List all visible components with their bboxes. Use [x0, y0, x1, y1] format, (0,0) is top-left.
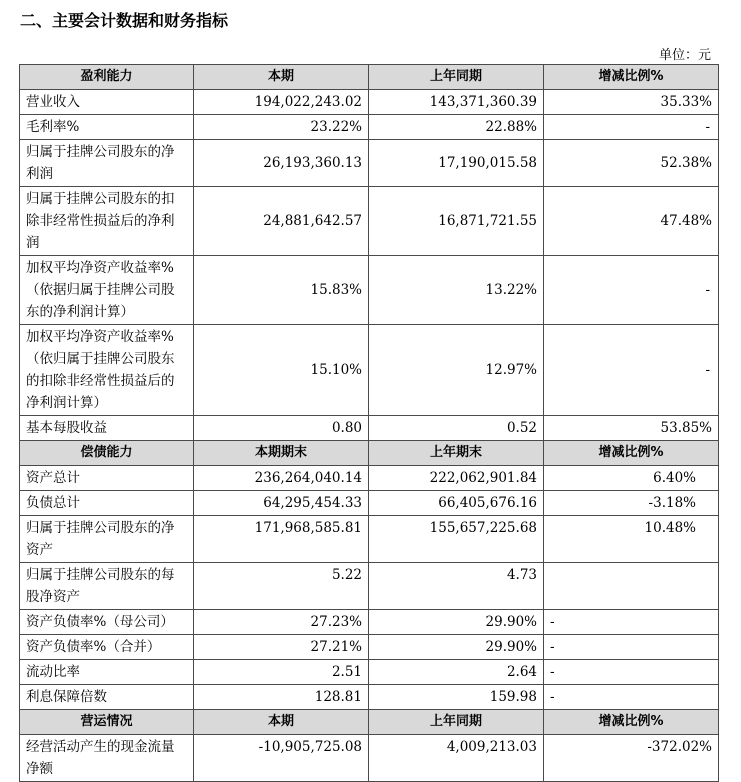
row-label: 资产负债率%（母公司） [20, 610, 194, 635]
change-ratio: 6.40% [544, 466, 719, 491]
unit-label: 单位：元 [658, 48, 711, 63]
table-row [20, 491, 719, 516]
prior-value: 4,009,213.03 [369, 735, 544, 782]
change-ratio: - [544, 610, 719, 635]
current-value: 5.22 [194, 563, 369, 610]
current-value: 171,968,585.81 [194, 516, 369, 563]
row-label: 资产负债率%（合并） [20, 635, 194, 660]
table-row [20, 187, 719, 256]
row-label: 加权平均净资产收益率%（依归属于挂牌公司股东的扣除非经常性损益后的净利润计算） [20, 325, 194, 416]
column-header: 本期 [194, 710, 369, 735]
header-row [20, 710, 719, 735]
table-row [20, 90, 719, 115]
table-row [20, 735, 719, 782]
section-title: 二、主要会计数据和财务指标 [20, 11, 229, 30]
row-label: 归属于挂牌公司股东的净利润 [20, 140, 194, 187]
row-label: 归属于挂牌公司股东的扣除非经常性损益后的净利润 [20, 187, 194, 256]
column-header: 本期期末 [194, 441, 369, 466]
header-row [20, 65, 719, 90]
prior-value: 17,190,015.58 [369, 140, 544, 187]
column-header: 增减比例% [544, 710, 719, 735]
current-value: 194,022,243.02 [194, 90, 369, 115]
column-header: 上年期末 [369, 441, 544, 466]
column-header: 上年同期 [369, 65, 544, 90]
financial-table [19, 64, 719, 782]
prior-value: 155,657,225.68 [369, 516, 544, 563]
change-ratio: 53.85% [544, 416, 719, 441]
change-ratio: - [544, 325, 719, 416]
prior-value: 29.90% [369, 635, 544, 660]
row-label: 负债总计 [20, 491, 194, 516]
row-label: 资产总计 [20, 466, 194, 491]
current-value: 27.23% [194, 610, 369, 635]
prior-value: 143,371,360.39 [369, 90, 544, 115]
prior-value: 29.90% [369, 610, 544, 635]
change-ratio: 52.38% [544, 140, 719, 187]
change-ratio [544, 563, 719, 610]
change-ratio: - [544, 660, 719, 685]
change-ratio: - [544, 115, 719, 140]
change-ratio: -3.18% [544, 491, 719, 516]
row-label: 经营活动产生的现金流量净额 [20, 735, 194, 782]
table-row [20, 256, 719, 325]
prior-value: 66,405,676.16 [369, 491, 544, 516]
column-header: 上年同期 [369, 710, 544, 735]
row-label: 基本每股收益 [20, 416, 194, 441]
table-row [20, 466, 719, 491]
table-row [20, 685, 719, 710]
current-value: 15.83% [194, 256, 369, 325]
column-header: 增减比例% [544, 441, 719, 466]
current-value: 24,881,642.57 [194, 187, 369, 256]
current-value: 64,295,454.33 [194, 491, 369, 516]
current-value: 236,264,040.14 [194, 466, 369, 491]
prior-value: 12.97% [369, 325, 544, 416]
table-row [20, 115, 719, 140]
change-ratio: - [544, 256, 719, 325]
row-label: 营业收入 [20, 90, 194, 115]
row-label: 加权平均净资产收益率%（依据归属于挂牌公司股东的净利润计算） [20, 256, 194, 325]
table-row [20, 660, 719, 685]
prior-value: 13.22% [369, 256, 544, 325]
prior-value: 22.88% [369, 115, 544, 140]
row-label: 毛利率% [20, 115, 194, 140]
table-row [20, 610, 719, 635]
change-ratio: 35.33% [544, 90, 719, 115]
column-header: 增减比例% [544, 65, 719, 90]
column-header: 盈利能力 [20, 65, 194, 90]
row-label: 归属于挂牌公司股东的净资产 [20, 516, 194, 563]
prior-value: 16,871,721.55 [369, 187, 544, 256]
table-row [20, 140, 719, 187]
header-row [20, 441, 719, 466]
prior-value: 159.98 [369, 685, 544, 710]
table-row [20, 416, 719, 441]
prior-value: 0.52 [369, 416, 544, 441]
column-header: 营运情况 [20, 710, 194, 735]
current-value: 26,193,360.13 [194, 140, 369, 187]
table-row [20, 563, 719, 610]
current-value: 27.21% [194, 635, 369, 660]
table-row [20, 635, 719, 660]
table-row [20, 516, 719, 563]
prior-value: 2.64 [369, 660, 544, 685]
current-value: -10,905,725.08 [194, 735, 369, 782]
prior-value: 4.73 [369, 563, 544, 610]
column-header: 偿债能力 [20, 441, 194, 466]
row-label: 流动比率 [20, 660, 194, 685]
current-value: 128.81 [194, 685, 369, 710]
change-ratio: -372.02% [544, 735, 719, 782]
change-ratio: 47.48% [544, 187, 719, 256]
table-row [20, 325, 719, 416]
change-ratio: - [544, 635, 719, 660]
row-label: 归属于挂牌公司股东的每股净资产 [20, 563, 194, 610]
row-label: 利息保障倍数 [20, 685, 194, 710]
change-ratio: 10.48% [544, 516, 719, 563]
column-header: 本期 [194, 65, 369, 90]
current-value: 2.51 [194, 660, 369, 685]
prior-value: 222,062,901.84 [369, 466, 544, 491]
current-value: 15.10% [194, 325, 369, 416]
change-ratio: - [544, 685, 719, 710]
current-value: 23.22% [194, 115, 369, 140]
current-value: 0.80 [194, 416, 369, 441]
